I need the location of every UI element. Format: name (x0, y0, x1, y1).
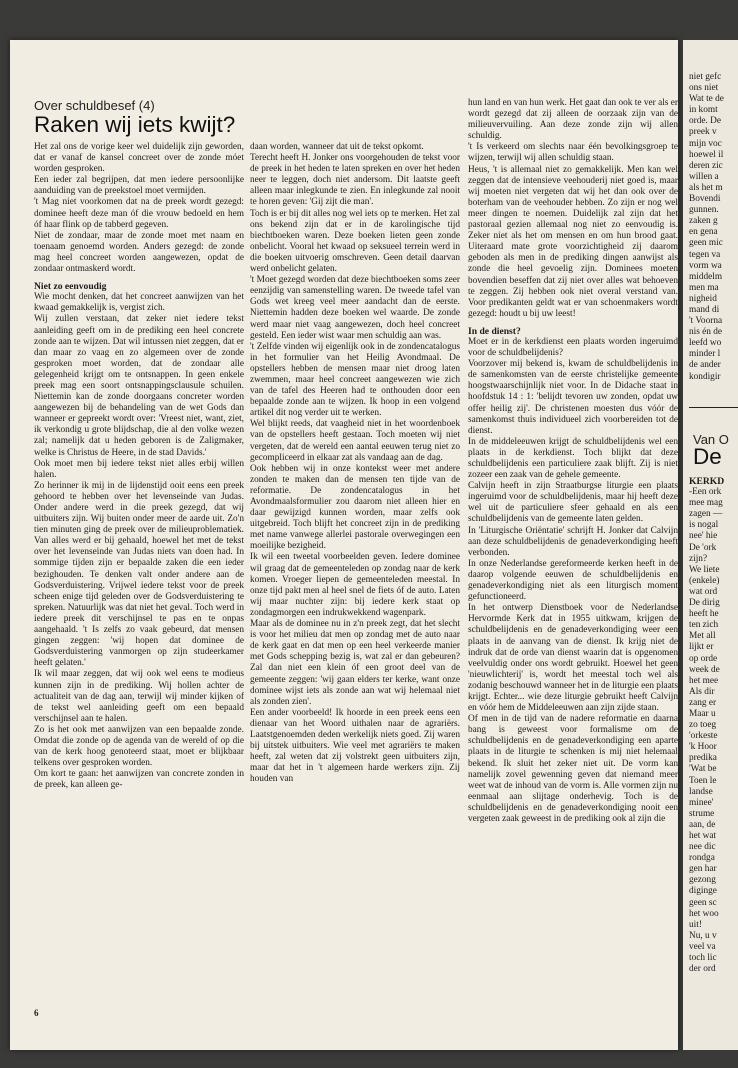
paragraph: Ik wil maar zeggen, dat wij ook wel eens te modieus kunnen zijn in de prediking. Wij hollen achter de actualiteit van de dag aan, terwijl wij minder kijken of de tekst wel aanleiding geeft om een bepaald verschijnsel aan te halen. (34, 669, 244, 724)
next-page-column-bottom (689, 476, 738, 1040)
text-line: het wat (689, 831, 717, 841)
paragraph: Het zal ons de vorige keer wel duidelijk zijn geworden, dat er vanaf de kansel concreet over de zonde móet worden gesproken. (34, 142, 244, 175)
article-kicker: Over schuldbesef (4) (34, 98, 155, 113)
text-line: 'orkeste (689, 731, 718, 742)
section-heading: Niet zo eenvoudig (34, 281, 107, 293)
text-line: als het m (689, 182, 723, 193)
text-line: De dirig (689, 598, 720, 609)
paragraph: Een ander voorbeeld! Ik hoorde in een preek eens een dienaar van het Woord uithalen naar de agrariërs. Laatstgenoemden deden werkelijk niets goed. Zij waren bij uitstek uitbuiters. Wie veel met agrariërs te maken heeft, zal weten dat zij volstrekt geen uitbuiters zijn, maar dat het in 't algemeen harde werkers zijn. Zij houden van (250, 707, 460, 785)
text-line: gezong (689, 875, 716, 886)
text-line: minder l (689, 349, 721, 360)
text-line: nis én de (689, 327, 723, 338)
text-line: mijn voc (689, 138, 722, 149)
text-line: is nogal (689, 520, 719, 531)
section-heading: In de dienst? (468, 325, 521, 337)
paragraph: Terecht heeft H. Jonker ons voorgehouden de tekst voor de preek in het heden te laten spreken en over het heden neer te leggen, doch niet andersom. Dit laatste geeft alleen maar inlegkunde te zien. En inlegkunde zal nooit te horen geven: 'Gij zijt die man'. (250, 153, 460, 208)
paragraph: Maar als de dominee nu in z'n preek zegt, dat het slecht is voor het milieu dat men op zondag met de auto naar de kerk gaat en dat men op een heel verkeerde manier met Gods schepping bezig is, wat zal er dan gebeuren? Zal dan niet een klein óf een groot deel van de gemeente zeggen: 'wij gaan elders ter kerke, want onze dominee wijst iets als zonde aan wat wij helemaal niet als zonden zien'. (250, 619, 460, 707)
text-line: heeft he (689, 609, 719, 620)
text-line: preek v (689, 127, 717, 138)
text-line: geen sc (689, 897, 717, 908)
text-line: gunnen. (689, 205, 719, 216)
column-2 (250, 142, 460, 1034)
text-line: zo toeg (689, 720, 717, 731)
text-line: Bovendi (689, 194, 721, 205)
paragraph: In onze Nederlandse gereformeerde kerken heeft in de daarop volgende eeuwen de schuldbelijdenis en genadeverkondiging niet als een liturgisch moment gefunctioneerd. (468, 558, 678, 603)
text-line: rondga (689, 853, 715, 864)
text-line: vorm wa (689, 260, 722, 271)
text-line: aan, de (689, 819, 716, 830)
column-1 (34, 142, 244, 1032)
text-line: leefd wo (689, 338, 722, 349)
paragraph: Ook hebben wij in onze kontekst weer met andere zonden te maken dan de mensen ten tijde van de reformatie. De zondencatalogus in het Avondmaalsformulier zou daarom niet alleen hier en daar gewijzigd kunnen worden, maar zelfs ook uitgebreid. Toch blijft het concreet zijn in de prediking met name vanwege allerlei pastorale overwegingen een moeilijke bezigheid. (250, 463, 460, 552)
text-line: tegen va (689, 249, 721, 260)
text-line: week de (689, 664, 720, 675)
divider (689, 407, 738, 408)
paragraph: Of men in de tijd van de nadere reformatie en daarna bang is geweest voor formalisme om de schuldbelijdenis en de genadeverkondiging een aparte plaats in de liturgie te schenken is mij niet helemaal bekend. Ik sluit het zeker niet uit. De vorm kan namelijk zovel gewenning geven dat niemand meer weet wat de inhoud van de vorm is. Alle vormen zijn nu eenmaal aan slijtage onderhevig. Toch is de schuldbelijdenis en de genadeverkondiging nooit een vergeten zaak geweest in de prediking ook al zijn die (468, 714, 678, 824)
text-line: mand di (689, 304, 720, 315)
section-heading: KERKD (689, 476, 725, 487)
paragraph: Zo is het ook met aanwijzen van een bepaalde zonde. Omdat die zonde op de agenda van de wereld of op die van de kerk hoog genoteerd staat, moet er blijkbaar telkens over gesproken worden. (34, 724, 244, 769)
paragraph: 't Moet gezegd worden dat deze biechtboeken soms zeer eenzijdig van samenstelling waren. De tweede tafel van Gods wet kreeg veel meer aandacht dan de eerste. Niettemin hadden deze boeken wel waarde. De zonde werd maar niet vaag aangewezen, doch heel concreet gesteld. Een ieder wist waar men schuldig aan was. (250, 275, 460, 341)
paragraph: 't Mag niet voorkomen dat na de preek wordt gezegd: dominee heeft deze man óf die vrouw bedoeld en hem óf haar flink op de tabberd gegeven. (34, 197, 244, 230)
article-title: Raken wij iets kwijt? (34, 112, 236, 137)
text-line: hoewel il (689, 149, 724, 160)
text-line: gen har (689, 864, 717, 875)
paragraph: Moet er in de kerkdienst een plaats worden ingeruimd voor de schuldbelijdenis? (468, 336, 678, 359)
paragraph: Wie mocht denken, dat het concreet aanwijzen van het kwaad gemakkelijk is, vergist zich. (34, 292, 244, 314)
next-page-lines (689, 487, 738, 975)
text-line: Wat te de (689, 94, 724, 105)
text-line: Toen le (689, 775, 717, 786)
text-line: de ander (689, 360, 721, 371)
text-line: men ma (689, 282, 719, 293)
text-line: orde. De (689, 116, 722, 127)
text-line: ons niet (689, 83, 719, 94)
paragraph: Zo herinner ik mij in de lijdenstijd ooit eens een preek gehoord te hebben over het levenseinde van Judas. Onder andere werd in die preek gezegd, dat wij uitbuiters zijn. Wij buiten onder meer de aarde uit. Zo'n tien minuten ging de preek over de milieuproblematiek. Van alles werd er bij gehaald, hoewel het met de tekst over het levenseinde van Judas niets van doen had. In sommige tijden zijn er bepaalde zaken die een ieder bezighouden. Te denken valt onder andere aan de Godsverduistering. Vrijwel iedere tekst voor de preek scheen enige tijd geleden over de Godsverduistering te spreken. Natuurlijk was dat niet het geval. Toch werd in iedere preek dit verschijnsel te pas en te onpas aangehaald. 't Is zelfs zo vaak gebeurd, dat mensen gingen zeggen: 'wij hopen dat dominee de Godsverduistering vanmorgen op zijn studeerkamer heeft gelaten.' (34, 480, 244, 669)
next-page-edge (683, 40, 738, 1050)
column-3 (468, 98, 678, 1034)
text-line: diginge (689, 886, 717, 897)
text-line: toch lic (689, 953, 717, 964)
magazine-page (10, 40, 678, 1050)
next-article-kicker: Van O (693, 432, 729, 447)
next-article-title: De (693, 444, 722, 469)
text-line: in komt (689, 105, 718, 116)
paragraph: In de middeleeuwen krijgt de schuldbelijdenis wel een plaats in de kerkdienst. Toch blijkt dat deze schuldbelijdenis een particuliere zaak blijft. Zij is niet zozeer een zaak van de gehele gemeente. (468, 436, 678, 481)
text-line: wat ord (689, 586, 718, 597)
paragraph: In 'Liturgische Oriëntatie' schrijft H. Jonker dat Calvijn aan deze schuldbelijdenis de genadeverkondiging heeft verbonden. (468, 525, 678, 558)
text-line: niet gefc (689, 72, 722, 82)
text-line: nee dic (689, 842, 716, 853)
text-line: der ord (689, 964, 716, 975)
paragraph: Ik wil een tweetal voorbeelden geven. Iedere dominee wil graag dat de gemeenteleden op zondag naar de kerk komen. Vroeger liepen de gemeenteleden meestal. In onze tijd pakt men al heel snel de fiets óf de auto. Laten wij maar nuchter zijn: bij iedere kerk staat op zondagmorgen een indrukwekkend wagenpark. (250, 552, 460, 618)
paragraph: Heus, 't is allemaal niet zo gemakkelijk. Men kan wel zeggen dat de intensieve veehouderij niet goed is, maar wij moeten niet vergeten dat wij het dan ook over de boterham van de veehouder hebben. Zo zijn er nog wel meer dingen te noemen. Duidelijk zal zijn dat het pastoraal gezien allemaal nog niet zo eenvoudig is. Zeker niet als het om mensen en om hun brood gaat. Uiteraard mate grote voorzichtigheid zij daarom geboden als men in de prediking dingen aanwijst als zonde die heel gevoelig zijn. Dominees moeten bovendien beseffen dat zij niet over alles wat behoeven te zeggen. Zij hebben ook niet overal verstand van. Voor predikanten geldt wat er van schoenmakers wordt gezegd: houdt u bij uw leest! (468, 164, 678, 319)
text-line: het mee (689, 675, 719, 686)
paragraph: daan worden, wanneer dat uit de tekst opkomt. (250, 142, 424, 152)
paragraph: Ook moet men bij iedere tekst niet alles erbij willen halen. (34, 458, 244, 480)
text-line: strume (689, 808, 715, 819)
paragraph: Toch is er bij dit alles nog wel iets op te merken. Het zal ons bekend zijn dat er in de karolingische tijd biechtboeken waren. Deze boeken lieten geen zonde onbelicht. Vooral het kwaad op seksueel terrein werd in die boeken uitvoerig omschreven. Geen detail daarvan werd onbelicht gelaten. (250, 208, 460, 275)
text-line: Nu, u v (689, 930, 717, 941)
paragraph: Voorzover mij bekend is, kwam de schuldbelijdenis in de samenkomsten van de eerste christelijke gemeente hoogstwaarschijnlijk niet voor. In de Didache staat in hoofdstuk 14 : 1: 'belijdt tevoren uw zonden, opdat uw offer heilig zij'. De christenen moesten dus vóór de samenkomst thuis individueel zich voorbereiden tot de dienst. (468, 359, 678, 436)
text-line: kondigir (689, 371, 721, 382)
paragraph: hun land en van hun werk. Het gaat dan ook te ver als er wordt gezegd dat zij alleen de oorzaak zijn van de milieuvervuiling. Aan deze zonde zijn wij allen schuldig. (468, 98, 678, 142)
text-line: (enkele) (689, 575, 720, 586)
text-line: De 'ork (689, 542, 717, 553)
text-line: willen a (689, 171, 719, 182)
text-line: middelm (689, 271, 723, 282)
paragraph: Calvijn heeft in zijn Straatburgse liturgie een plaats ingeruimd voor de schuldbelijdenis, maar hij heeft deze wel uit de particuliere sfeer gehaald en als een schuldbelijdenis van de gemeente laten gelden. (468, 481, 678, 525)
text-line: landse (689, 786, 713, 797)
page-number: 6 (34, 1008, 39, 1018)
text-line: We liete (689, 564, 720, 575)
text-line: Met all (689, 631, 716, 642)
text-line: zang er (689, 697, 717, 708)
text-line: -Een ork (689, 487, 722, 498)
text-line: 'k Hoor (689, 742, 717, 753)
paragraph: Niet de zondaar, maar de zonde moet met naam en toenaam genoemd worden. Anders gezegd: de zonde mag heel concreet worden aangewezen, opdat de zondaar ontmaskerd wordt. (34, 230, 244, 275)
text-line: veel va (689, 941, 716, 952)
text-line: ten zich (689, 620, 719, 631)
text-line: en gena (689, 227, 718, 238)
text-line: Maar u (689, 708, 716, 719)
paragraph: 't Zelfde vinden wij eigenlijk ook in de zondencatalogus in het formulier van het Heilig Avondmaal. De opstellers hebben de mensen maar niet droog laten zwemmen, maar heel concreet aangewezen wie zich van de tafel des Heeren had te onthouden door een bepaalde zonde aan te wijzen. Ik hoop in een volgend artikel dit nog verder uit te werken. (250, 341, 460, 419)
text-line: predika (689, 753, 717, 764)
text-line: minee' (689, 797, 714, 808)
next-page-column-top (689, 72, 738, 404)
paragraph: 't Is verkeerd om slechts naar één bevolkingsgroep te wijzen, terwijl wij allen schuldig staan. (468, 142, 678, 164)
text-line: nigheid (689, 293, 717, 304)
text-line: op orde (689, 653, 718, 664)
paragraph: Om kort te gaan: het aanwijzen van concrete zonden in de preek, kan alleen ge- (34, 769, 244, 791)
text-line: mee mag (689, 498, 723, 509)
paragraph: Wel blijkt reeds, dat vaagheid niet in het woordenboek van de opstellers heeft gestaan. Toch moeten wij niet vergeten, dat de wereld een aantal eeuwen terug niet zo gecompliceerd in elkaar zat als vandaag aan de dag. (250, 419, 460, 463)
text-line: geen mic (689, 238, 723, 249)
text-line: lijkt er (689, 642, 714, 653)
text-line: Als dir (689, 686, 715, 697)
text-line: 't Voorna (689, 316, 723, 327)
text-line: zaken g (689, 216, 718, 227)
text-line: uit! (689, 919, 702, 930)
paragraph: Wij zullen verstaan, dat zeker niet iedere tekst aanleiding geeft om in de prediking een heel concrete zonde aan te wijzen. Dat wil intussen niet zeggen, dat er dan maar zo vaag en zo algemeen over de zonde gesproken moet worden, dat de zondaar alle gelegenheid krijgt om te ontsnappen. In geen enkele preek mag een soort ontsnappingsclausule schuilen. Niettemin kan de zonde doorgaans concreter worden aangewezen bij de behandeling van de wet Gods dan wanneer er gepreekt wordt over: 'Vreest niet, want, ziet, ik verkondig u grote blijdschap, die al den volke wezen zal; namelijk dat u heden geboren is de Zaligmaker, welke is Christus de Heere, in de stad Davids.' (34, 314, 244, 458)
text-line: 'Wat be (689, 764, 717, 775)
text-line: het woo (689, 908, 719, 919)
paragraph: In het ontwerp Dienstboek voor de Nederlandse Hervormde Kerk dat in 1955 uitkwam, krijgen de schuldbelijdenis en de genadeverkondiging weer een plaats in de aanvang van de dienst. Ik krijg niet de indruk dat de orde van dienst waarin dat is opgenomen veelvuldig onder ons wordt gebruikt. Hoewel het geen 'nieuwlichterij' is, wordt het meestal toch wel als zodanig beschouwd wanneer het in de liturgie een plaats krijgt. Echter... wie deze liturgie gebruikt heeft Calvijn en vóór hem de Middeleeuwen aan zijn zijde staan. (468, 603, 678, 714)
paragraph: Een ieder zal begrijpen, dat men iedere persoonlijke aanduiding van de preekstoel moet vermijden. (34, 175, 244, 197)
text-line: nee' hie (689, 531, 718, 542)
text-line: zagen — (689, 509, 723, 520)
text-line: zijn? (689, 553, 708, 564)
text-line: deren zic (689, 160, 723, 171)
